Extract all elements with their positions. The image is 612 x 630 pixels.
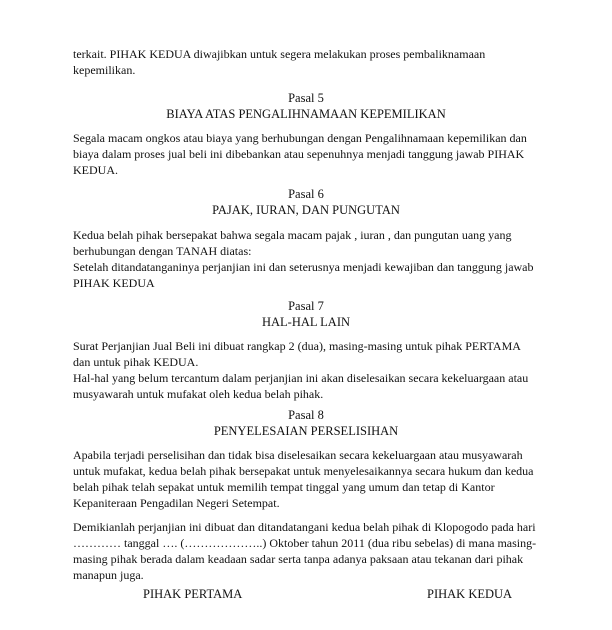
pasal-5-line: KEDUA. xyxy=(73,163,118,177)
intro-line: terkait. PIHAK KEDUA diwajibkan untuk segera melakukan proses pembaliknamaan xyxy=(73,47,486,61)
pasal-7-title: HAL-HAL LAIN xyxy=(261,315,351,329)
pasal-5-title: BIAYA ATAS PENGALIHNAMAAN KEPEMILIKAN xyxy=(166,107,446,121)
pasal-5-line: biaya dalam proses jual beli ini dibebankan atau sepenuhnya menjadi tanggung jawab PIHAK xyxy=(73,147,525,161)
pasal-5-number: Pasal 5 xyxy=(288,91,324,105)
intro-line: kepemilikan. xyxy=(73,63,136,77)
pasal-8-line: untuk mufakat, kedua belah pihak bersepakat untuk menyelesaikannya secara hukum dan kedua xyxy=(73,464,534,478)
pasal-7-number: Pasal 7 xyxy=(288,299,324,313)
closing-line: masing pihak berada dalam keadaan sadar serta tanpa adanya paksaan atau tekanan dari pihak xyxy=(73,552,524,566)
pasal-8-number: Pasal 8 xyxy=(288,408,324,422)
pasal-8-title: PENYELESAIAN PERSELISIHAN xyxy=(213,424,399,438)
pasal-8-heading xyxy=(0,407,612,439)
pasal-8-line: belah pihak telah sepakat untuk memilih tempat tinggal yang umum dan tetap di Kantor xyxy=(73,480,495,494)
closing-line: manapun juga. xyxy=(73,568,144,582)
pasal-7-heading xyxy=(0,298,612,330)
pasal-8-paragraph xyxy=(73,447,553,511)
pasal-7-paragraph xyxy=(73,338,553,402)
closing-line: Demikianlah perjanjian ini dibuat dan ditandatangani kedua belah pihak di Klopogodo pada hari xyxy=(73,520,536,534)
pasal-6-line: PIHAK KEDUA xyxy=(73,276,155,290)
pasal-6-title: PAJAK, IURAN, DAN PUNGUTAN xyxy=(212,203,400,217)
pasal-5-line: Segala macam ongkos atau biaya yang berhubungan dengan Pengalihnamaan kepemilikan dan xyxy=(73,131,527,145)
pasal-6-line: Kedua belah pihak bersepakat bahwa segala macam pajak , iuran , dan pungutan uang yang xyxy=(73,228,512,242)
pasal-5-paragraph xyxy=(73,130,553,178)
pasal-6-number: Pasal 6 xyxy=(288,187,324,201)
pasal-6-line: Setelah ditandatanganinya perjanjian ini dan seterusnya menjadi kewajiban dan tanggung jawab xyxy=(73,260,534,274)
pasal-7-line: musyawarah untuk mufakat oleh kedua belah pihak. xyxy=(73,387,324,401)
pasal-7-line: Surat Perjanjian Jual Beli ini dibuat rangkap 2 (dua), masing-masing untuk pihak PERTAMA xyxy=(73,339,521,353)
pasal-6-line: berhubungan dengan TANAH diatas: xyxy=(73,244,252,258)
intro-paragraph xyxy=(73,46,553,78)
pasal-6-paragraph xyxy=(73,227,553,291)
pasal-8-line: Kepaniteraan Pengadilan Negeri Setempat. xyxy=(73,496,280,510)
pasal-8-line: Apabila terjadi perselisihan dan tidak bisa diselesaikan secara kekeluargaan atau musyawarah xyxy=(73,448,523,462)
signature-second-party: PIHAK KEDUA xyxy=(427,587,513,601)
closing-paragraph xyxy=(73,519,553,583)
pasal-7-line: dan untuk pihak KEDUA. xyxy=(73,355,199,369)
pasal-6-heading xyxy=(0,186,612,218)
pasal-7-line: Hal-hal yang belum tercantum dalam perjanjian ini akan diselesaikan secara kekeluargaan atau xyxy=(73,371,529,385)
signature-first-party: PIHAK PERTAMA xyxy=(143,587,243,601)
closing-line: ………… tanggal …. (………………..) Oktober tahun 2011 (dua ribu sebelas) di mana masing- xyxy=(73,536,537,550)
pasal-5-heading xyxy=(0,90,612,122)
